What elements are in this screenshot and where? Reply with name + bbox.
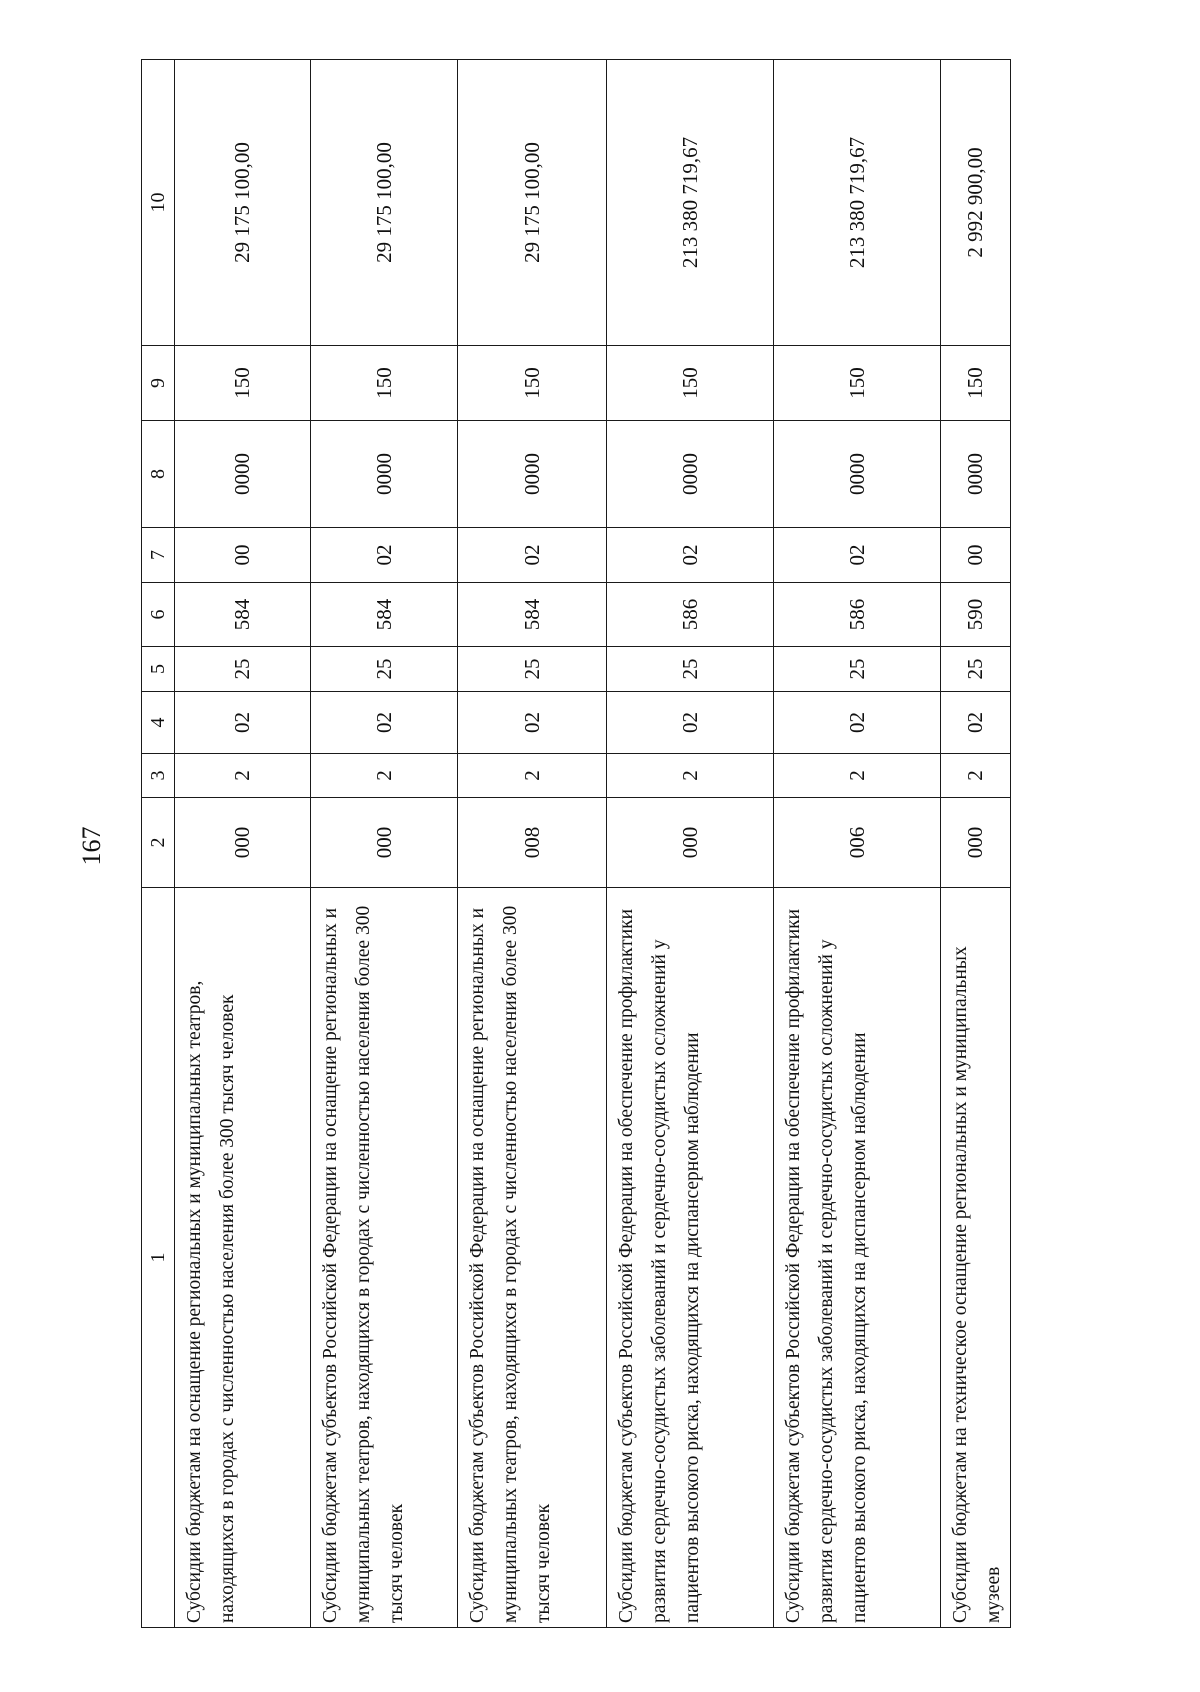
code-cell: 000: [311, 798, 458, 888]
code-cell: 590: [941, 583, 1011, 647]
amount-cell: 213 380 719,67: [774, 60, 941, 346]
table-row: [941, 60, 1011, 1628]
code-cell: 02: [607, 692, 774, 754]
code-cell: 00: [175, 528, 311, 583]
code-cell: 0000: [458, 421, 607, 528]
description-cell: Субсидии бюджетам на оснащение региональных и муниципальных театров, находящихся в городах с численностью населения более 300 тысяч человек: [175, 888, 311, 1628]
code-cell: 584: [175, 583, 311, 647]
code-cell: 000: [941, 798, 1011, 888]
description-cell: Субсидии бюджетам субъектов Российской Федерации на обеспечение профилактики развития сердечно-сосудистых заболеваний и сердечно-сосудистых осложнений у пациентов высокого риска, находящихся на диспансерном наблюдении: [607, 888, 774, 1628]
header-cell: 4: [142, 692, 175, 754]
budget-table: [141, 59, 1011, 1628]
code-cell: 0000: [607, 421, 774, 528]
code-cell: 000: [607, 798, 774, 888]
table-row: [311, 60, 458, 1628]
code-cell: 2: [175, 754, 311, 798]
header-cell: 9: [142, 346, 175, 421]
header-cell: 10: [142, 60, 175, 346]
code-cell: 150: [458, 346, 607, 421]
code-cell: 2: [941, 754, 1011, 798]
code-cell: 0000: [311, 421, 458, 528]
code-cell: 2: [774, 754, 941, 798]
code-cell: 02: [941, 692, 1011, 754]
code-cell: 0000: [941, 421, 1011, 528]
code-cell: 25: [607, 647, 774, 692]
header-cell: 1: [142, 888, 175, 1628]
code-cell: 02: [774, 692, 941, 754]
table-row: [774, 60, 941, 1628]
code-cell: 25: [774, 647, 941, 692]
table-row: [175, 60, 311, 1628]
amount-cell: 213 380 719,67: [607, 60, 774, 346]
code-cell: 02: [607, 528, 774, 583]
code-cell: 25: [458, 647, 607, 692]
code-cell: 586: [607, 583, 774, 647]
code-cell: 25: [175, 647, 311, 692]
code-cell: 00: [941, 528, 1011, 583]
code-cell: 584: [458, 583, 607, 647]
page-number: 167: [77, 826, 106, 866]
code-cell: 150: [311, 346, 458, 421]
header-row: [142, 60, 175, 1628]
table-rotated-wrapper: [141, 60, 1010, 1628]
code-cell: 006: [774, 798, 941, 888]
code-cell: 25: [311, 647, 458, 692]
code-cell: 02: [311, 692, 458, 754]
code-cell: 25: [941, 647, 1011, 692]
code-cell: 02: [458, 528, 607, 583]
table-row: [607, 60, 774, 1628]
table-row: [458, 60, 607, 1628]
header-cell: 7: [142, 528, 175, 583]
description-cell: Субсидии бюджетам на техническое оснащение региональных и муниципальных музеев: [941, 888, 1011, 1628]
amount-cell: 29 175 100,00: [458, 60, 607, 346]
code-cell: 150: [941, 346, 1011, 421]
code-cell: 02: [458, 692, 607, 754]
code-cell: 02: [774, 528, 941, 583]
header-cell: 6: [142, 583, 175, 647]
code-cell: 150: [607, 346, 774, 421]
amount-cell: 29 175 100,00: [175, 60, 311, 346]
code-cell: 2: [311, 754, 458, 798]
header-cell: 8: [142, 421, 175, 528]
description-cell: Субсидии бюджетам субъектов Российской Федерации на обеспечение профилактики развития сердечно-сосудистых заболеваний и сердечно-сосудистых осложнений у пациентов высокого риска, находящихся на диспансерном наблюдении: [774, 888, 941, 1628]
code-cell: 02: [175, 692, 311, 754]
code-cell: 02: [311, 528, 458, 583]
code-cell: 2: [458, 754, 607, 798]
amount-cell: 2 992 900,00: [941, 60, 1011, 346]
header-cell: 2: [142, 798, 175, 888]
code-cell: 0000: [774, 421, 941, 528]
code-cell: 0000: [175, 421, 311, 528]
code-cell: 150: [774, 346, 941, 421]
code-cell: 000: [175, 798, 311, 888]
header-cell: 3: [142, 754, 175, 798]
amount-cell: 29 175 100,00: [311, 60, 458, 346]
description-cell: Субсидии бюджетам субъектов Российской Федерации на оснащение региональных и муниципальных театров, находящихся в городах с численностью населения более 300 тысяч человек: [311, 888, 458, 1628]
code-cell: 008: [458, 798, 607, 888]
header-cell: 5: [142, 647, 175, 692]
code-cell: 2: [607, 754, 774, 798]
code-cell: 150: [175, 346, 311, 421]
code-cell: 584: [311, 583, 458, 647]
code-cell: 586: [774, 583, 941, 647]
description-cell: Субсидии бюджетам субъектов Российской Федерации на оснащение региональных и муниципальных театров, находящихся в городах с численностью населения более 300 тысяч человек: [458, 888, 607, 1628]
